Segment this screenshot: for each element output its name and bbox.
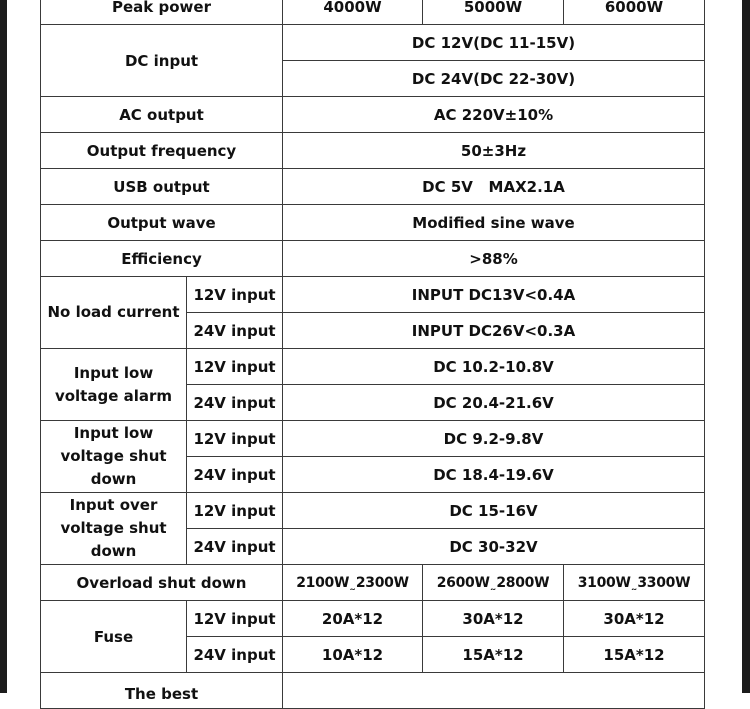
usb-output-value (283, 169, 705, 205)
sub-label-12v: 12V input (187, 421, 283, 457)
left-dark-edge (0, 0, 7, 693)
overload-4000-value: 2100W˷2300W (283, 565, 423, 601)
label-efficiency: Efficiency (41, 241, 283, 277)
row-output-frequency (41, 133, 705, 169)
dc-input-12v-value: DC 12V(DC 11-15V) (283, 25, 705, 61)
overload-5000-value: 2600W˷2800W (423, 565, 564, 601)
fuse-12v-6000: 30A*12 (564, 601, 705, 637)
usb-output-text: DC 5V MAX2.1A (422, 177, 565, 196)
peak-power-5000: 5000W (423, 0, 564, 25)
row-efficiency (41, 241, 705, 277)
row-the-best (41, 673, 705, 709)
row-low-alarm-12v (41, 349, 705, 385)
no-load-24v-value: INPUT DC26V<0.3A (283, 313, 705, 349)
fuse-12v-4000: 20A*12 (283, 601, 423, 637)
inverter-spec-table (40, 0, 705, 709)
over-shutdown-24v-value: DC 30-32V (283, 529, 705, 565)
fuse-24v-6000: 15A*12 (564, 637, 705, 673)
label-input-low-voltage-alarm: Input low voltage alarm (41, 349, 187, 421)
peak-power-4000: 4000W (283, 0, 423, 25)
row-fuse-12v (41, 601, 705, 637)
row-low-shutdown-12v (41, 421, 705, 457)
label-overload-shutdown: Overload shut down (41, 565, 283, 601)
dc-input-24v-value: DC 24V(DC 22-30V) (283, 61, 705, 97)
the-best-text: The best (124, 684, 199, 703)
sub-label-12v: 12V input (187, 601, 283, 637)
sub-label-24v: 24V input (187, 529, 283, 565)
peak-power-6000: 6000W (564, 0, 705, 25)
right-dark-edge (742, 0, 750, 693)
row-no-load-12v (41, 277, 705, 313)
label-the-best (41, 673, 283, 709)
sub-label-12v: 12V input (187, 493, 283, 529)
fuse-24v-4000: 10A*12 (283, 637, 423, 673)
label-fuse: Fuse (41, 601, 187, 673)
ac-output-value: AC 220V±10% (283, 97, 705, 133)
fuse-24v-5000: 15A*12 (423, 637, 564, 673)
sub-label-24v: 24V input (187, 313, 283, 349)
the-best-value (283, 673, 705, 709)
row-over-shutdown-12v (41, 493, 705, 529)
sub-label-24v: 24V input (187, 385, 283, 421)
row-peak-power (41, 0, 705, 25)
label-ac-output: AC output (41, 97, 283, 133)
low-shutdown-24v-value: DC 18.4-19.6V (283, 457, 705, 493)
no-load-12v-value: INPUT DC13V<0.4A (283, 277, 705, 313)
row-overload-shutdown (41, 565, 705, 601)
row-ac-output (41, 97, 705, 133)
label-usb-output: USB output (41, 169, 283, 205)
label-output-wave: Output wave (41, 205, 283, 241)
label-no-load-current: No load current (41, 277, 187, 349)
low-alarm-12v-value: DC 10.2-10.8V (283, 349, 705, 385)
row-output-wave (41, 205, 705, 241)
low-alarm-24v-value: DC 20.4-21.6V (283, 385, 705, 421)
output-frequency-value: 50±3Hz (283, 133, 705, 169)
label-dc-input: DC input (41, 25, 283, 97)
label-input-low-voltage-shutdown: Input low voltage shut down (41, 421, 187, 493)
sub-label-24v: 24V input (187, 637, 283, 673)
row-dc-input-12v (41, 25, 705, 61)
label-peak-power: Peak power (41, 0, 283, 25)
label-input-over-voltage-shutdown: Input over voltage shut down (41, 493, 187, 565)
sub-label-24v: 24V input (187, 457, 283, 493)
efficiency-value: >88% (283, 241, 705, 277)
row-usb-output (41, 169, 705, 205)
fuse-12v-5000: 30A*12 (423, 601, 564, 637)
sub-label-12v: 12V input (187, 277, 283, 313)
sub-label-12v: 12V input (187, 349, 283, 385)
output-wave-value: Modified sine wave (283, 205, 705, 241)
label-output-frequency: Output frequency (41, 133, 283, 169)
low-shutdown-12v-value: DC 9.2-9.8V (283, 421, 705, 457)
overload-6000-value: 3100W˷3300W (564, 565, 705, 601)
over-shutdown-12v-value: DC 15-16V (283, 493, 705, 529)
